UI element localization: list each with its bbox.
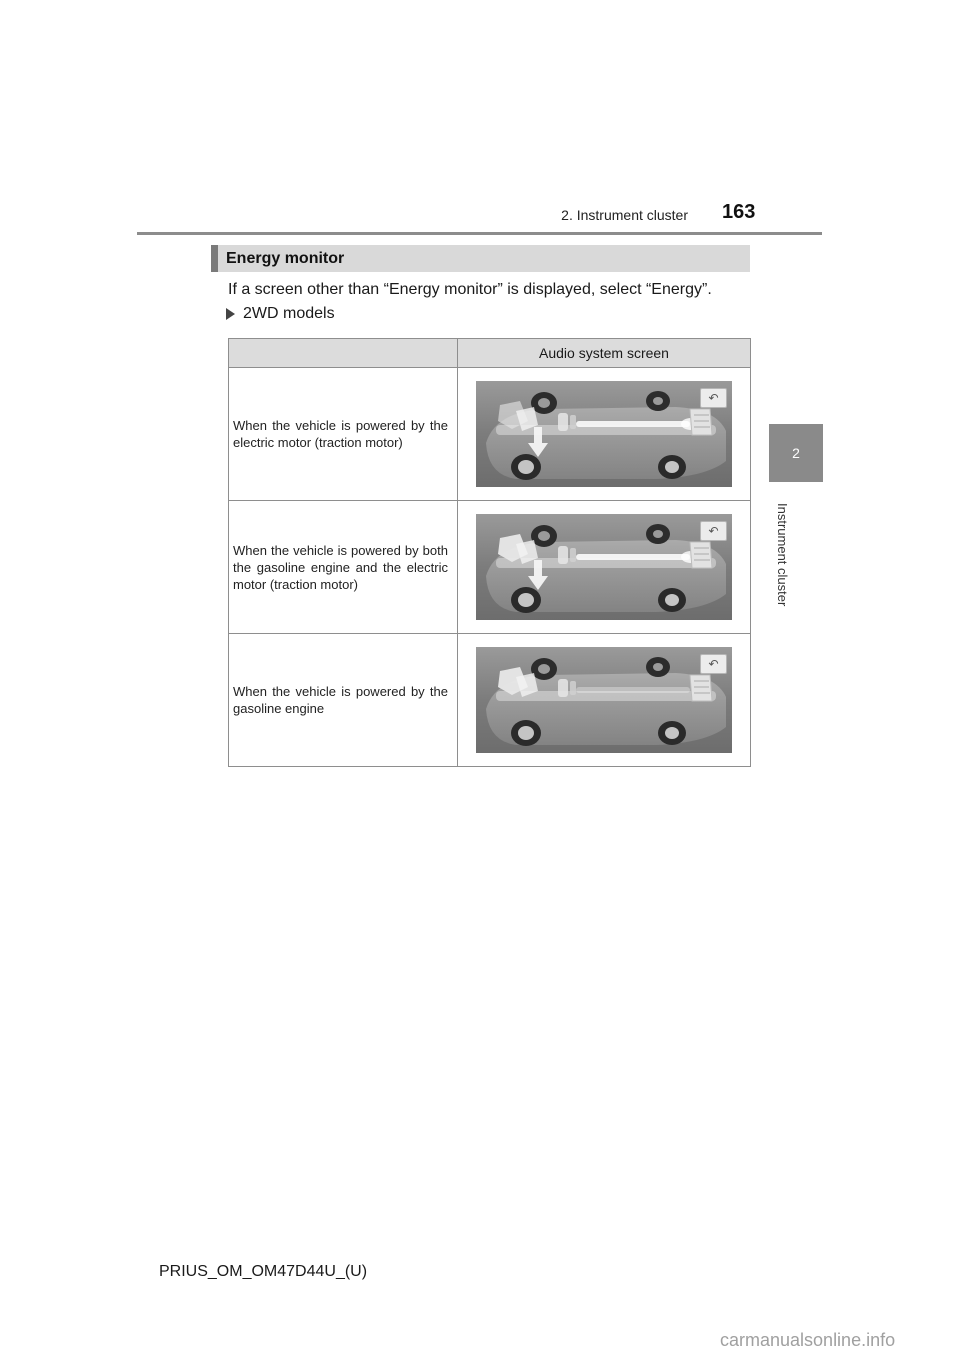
chapter-number: 2 [792,445,800,461]
watermark: carmanualsonline.info [720,1330,896,1350]
section-heading: Energy monitor [211,245,750,272]
intro-text: If a screen other than “Energy monitor” is displayed, select “Energy”. [228,281,712,298]
page-number: 163 [722,201,756,223]
return-arrow-icon[interactable]: ↶ [700,521,727,541]
return-arrow-icon[interactable]: ↶ [700,654,727,674]
table-header-left [229,339,458,368]
table-row [229,501,751,634]
model-bullet [226,305,335,323]
row-description: When the vehicle is powered by the electric motor (traction motor) [229,368,458,501]
hybrid-system-diagram [476,381,732,487]
energy-monitor-table [228,338,751,767]
hybrid-system-diagram [476,647,732,753]
row-screen-cell [458,501,751,634]
table-header-row [229,339,751,368]
energy-monitor-screen [476,381,732,487]
table-row [229,368,751,501]
model-bullet-label: 2WD models [243,305,335,322]
chapter-tab[interactable] [769,424,823,482]
return-arrow-icon[interactable]: ↶ [700,388,727,408]
energy-monitor-screen [476,514,732,620]
header-rule [137,232,822,235]
chapter-label: Instrument cluster [775,503,790,607]
row-screen-cell [458,368,751,501]
hybrid-system-diagram [476,514,732,620]
table-row [229,634,751,767]
energy-monitor-screen [476,647,732,753]
row-description: When the vehicle is powered by the gasoline engine [229,634,458,767]
row-screen-cell [458,634,751,767]
header-section-title: 2. Instrument cluster [561,207,688,223]
document-code: PRIUS_OM_OM47D44U_(U) [159,1263,368,1280]
row-description: When the vehicle is powered by both the gasoline engine and the electric motor (traction motor) [229,501,458,634]
table-header-right: Audio system screen [458,339,751,368]
bullet-arrow-icon [226,308,235,320]
